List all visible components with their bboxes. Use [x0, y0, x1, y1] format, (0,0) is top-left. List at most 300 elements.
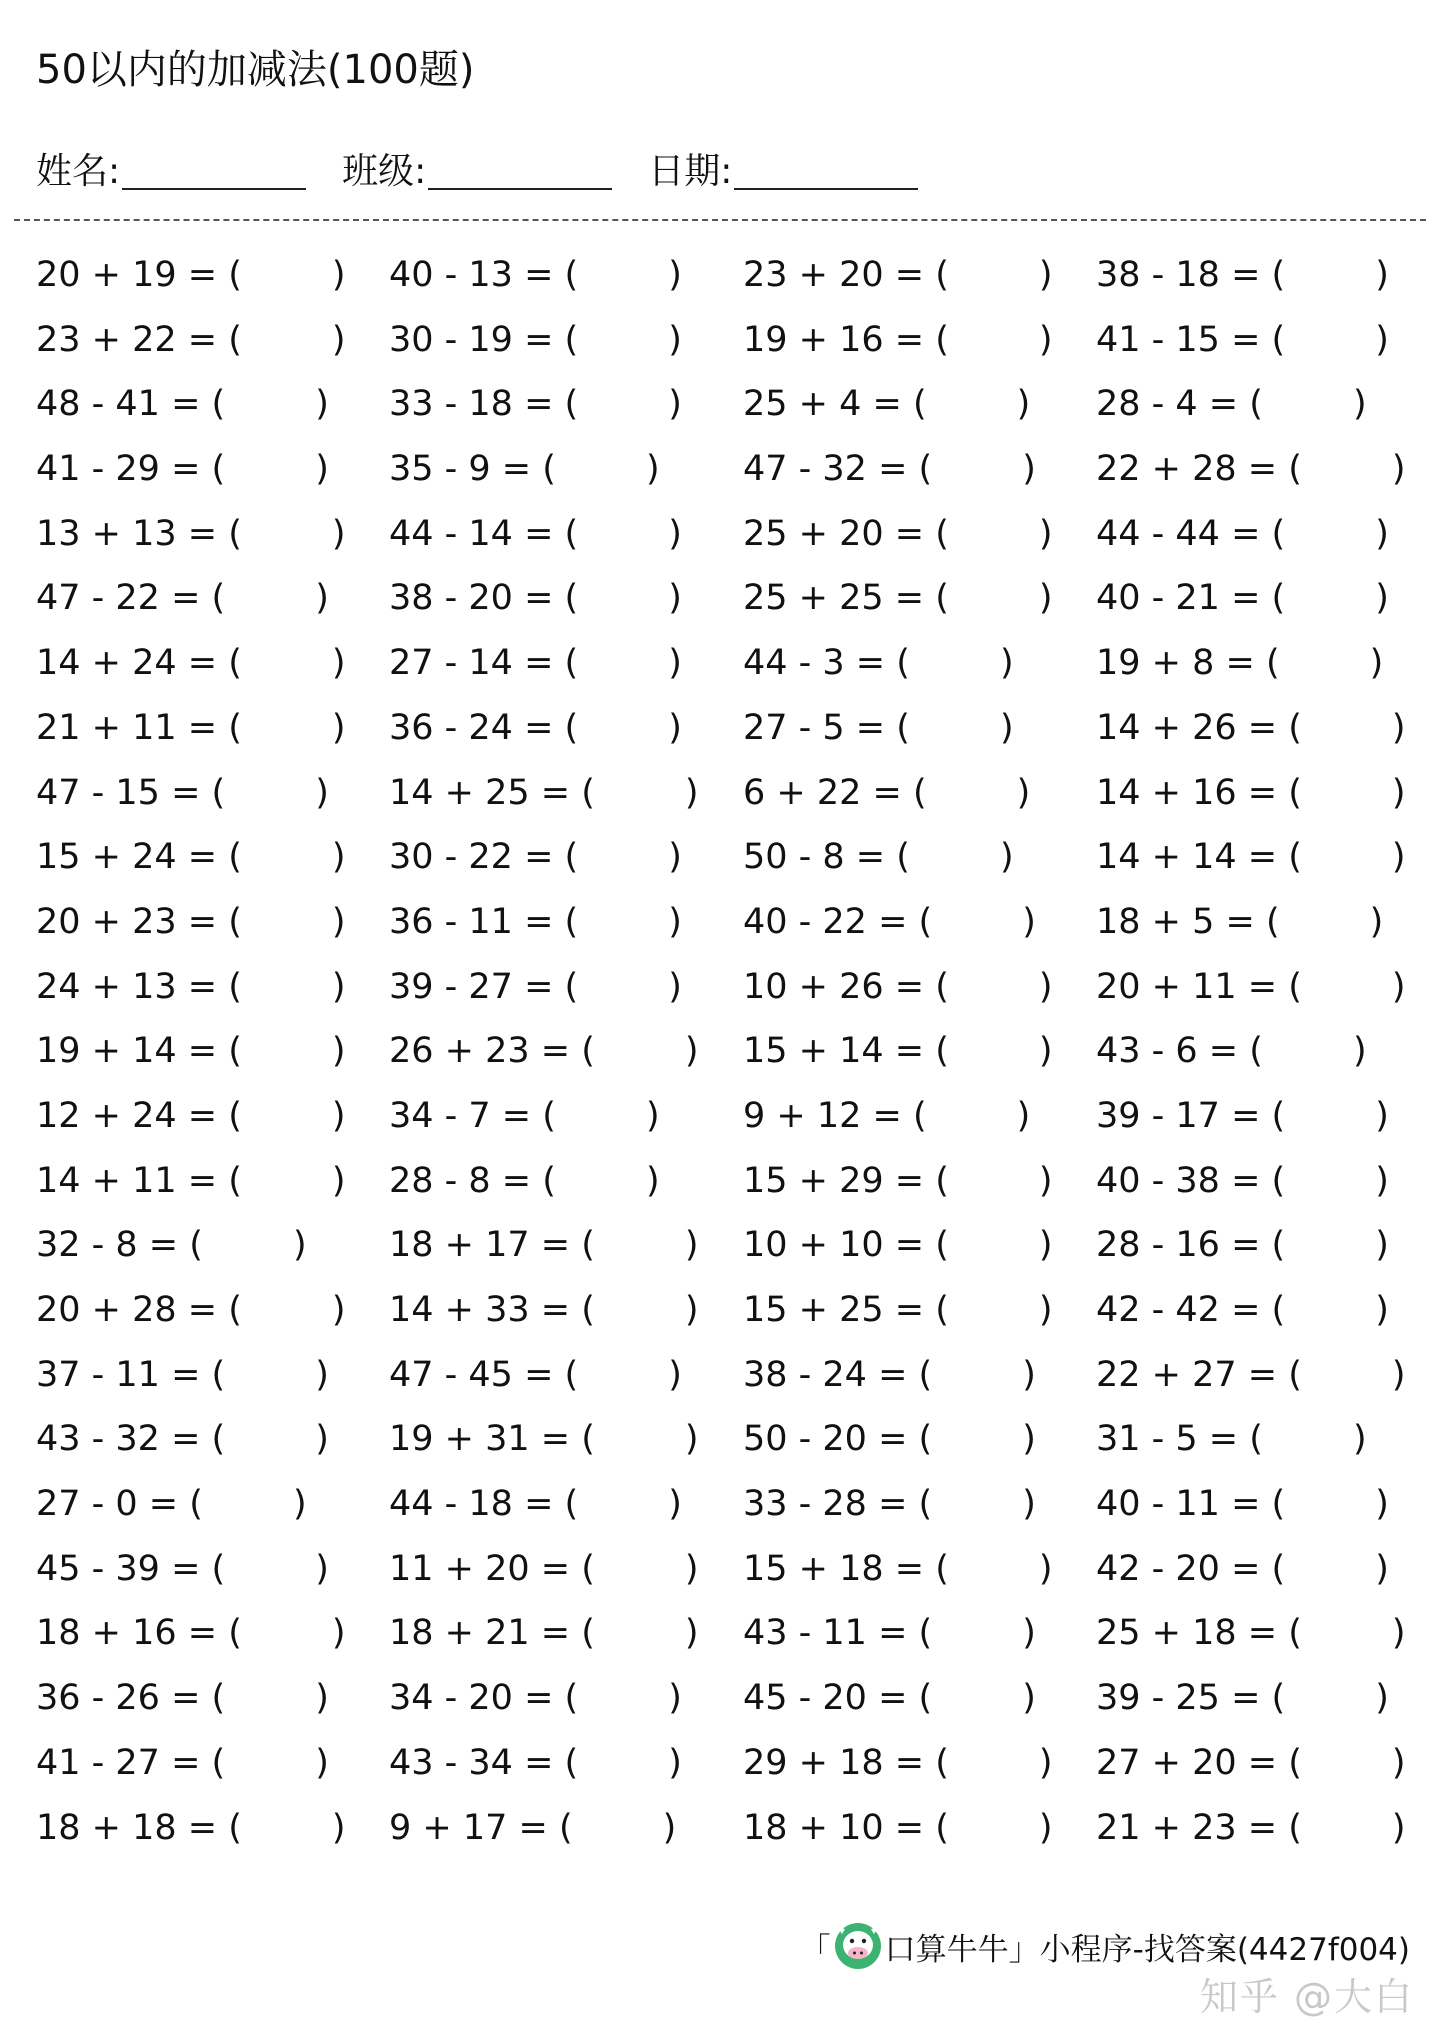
answer-open-paren: (	[935, 1290, 949, 1330]
answer-open-paren: (	[564, 707, 579, 748]
problem-item	[36, 1149, 346, 1214]
date-field[interactable]	[648, 148, 918, 196]
answer-open-paren: (	[228, 901, 242, 942]
answer-open-paren: (	[542, 449, 556, 490]
answer-close-paren: )	[1375, 1548, 1389, 1589]
problem-row	[36, 1601, 1426, 1666]
answer-open-paren: (	[564, 966, 579, 1007]
answer-open-paren: (	[581, 1419, 595, 1460]
problem-expression: 40 - 38 =	[1096, 1160, 1261, 1201]
problem-expression: 42 - 20 =	[1096, 1548, 1261, 1589]
problem-expression: 40 - 11 =	[1096, 1484, 1261, 1525]
problem-item	[1096, 502, 1389, 567]
problem-expression: 14 + 25 =	[389, 772, 571, 813]
worksheet-title: 50以内的加减法(100题)	[36, 47, 475, 93]
problem-expression: 42 - 42 =	[1096, 1290, 1261, 1330]
answer-close-paren: )	[1038, 1160, 1053, 1201]
problem-item	[36, 1278, 346, 1343]
problem-item	[36, 243, 346, 308]
problem-item	[389, 502, 682, 567]
answer-open-paren: (	[918, 1419, 933, 1460]
answer-close-paren: )	[1022, 1484, 1036, 1525]
problem-expression: 14 + 14 =	[1096, 837, 1278, 878]
problem-row	[36, 502, 1426, 567]
answer-close-paren: )	[315, 1548, 329, 1589]
problem-expression: 22 + 27 =	[1096, 1354, 1278, 1395]
problem-item	[743, 1601, 1036, 1666]
problem-item	[36, 437, 329, 502]
problem-item	[743, 308, 1053, 373]
problem-expression: 34 - 20 =	[389, 1678, 554, 1719]
answer-open-paren: (	[564, 643, 579, 684]
problem-expression: 39 - 25 =	[1096, 1678, 1261, 1719]
footer-text: 小程序-找答案(4427f004)	[1039, 1931, 1410, 1968]
problem-item	[36, 1084, 346, 1149]
answer-close-paren: )	[331, 513, 346, 554]
answer-open-paren: (	[581, 1031, 595, 1072]
problem-item	[1096, 1149, 1389, 1214]
answer-close-paren: )	[668, 707, 682, 748]
problem-item	[1096, 955, 1406, 1020]
problem-item	[36, 1601, 346, 1666]
problem-item	[1096, 1472, 1389, 1537]
problem-expression: 36 - 11 =	[389, 901, 554, 942]
problem-expression: 6 + 22 =	[743, 772, 902, 813]
problem-row	[36, 437, 1426, 502]
answer-open-paren: (	[1288, 1742, 1302, 1783]
problem-expression: 18 + 18 =	[36, 1807, 218, 1848]
answer-close-paren: )	[1352, 1419, 1367, 1460]
answer-open-paren: (	[935, 255, 949, 295]
problem-expression: 15 + 18 =	[743, 1548, 925, 1589]
problem-item	[36, 372, 329, 437]
answer-open-paren: (	[228, 319, 242, 360]
problem-item	[389, 1213, 699, 1278]
problem-item	[743, 243, 1053, 308]
answer-close-paren: )	[1038, 1031, 1053, 1072]
answer-open-paren: (	[211, 1419, 226, 1460]
problem-item	[389, 243, 682, 308]
problem-expression: 41 - 29 =	[36, 449, 201, 490]
problem-item	[743, 1537, 1053, 1602]
answer-open-paren: (	[912, 384, 927, 425]
problem-item	[36, 1731, 329, 1796]
problem-expression: 9 + 17 =	[389, 1807, 548, 1848]
problem-item	[36, 1537, 329, 1602]
answer-open-paren: (	[228, 1290, 242, 1330]
answer-open-paren: (	[1271, 1225, 1286, 1266]
answer-close-paren: )	[668, 1484, 682, 1525]
problem-expression: 30 - 22 =	[389, 837, 554, 878]
problem-row	[36, 1796, 1426, 1861]
problem-item	[1096, 631, 1383, 696]
answer-open-paren: (	[935, 513, 949, 554]
problem-item	[389, 890, 682, 955]
answer-close-paren: )	[331, 1160, 346, 1201]
problem-item	[389, 308, 682, 373]
answer-close-paren: )	[1391, 449, 1406, 490]
answer-open-paren: (	[542, 1095, 556, 1136]
answer-open-paren: (	[228, 643, 242, 684]
answer-close-paren: )	[292, 1225, 307, 1266]
answer-open-paren: (	[1288, 1807, 1302, 1848]
problem-item	[36, 761, 329, 826]
problem-item	[1096, 1731, 1406, 1796]
problem-item	[743, 1149, 1053, 1214]
answer-open-paren: (	[581, 1548, 595, 1589]
answer-close-paren: )	[1391, 1807, 1406, 1848]
problem-item	[743, 696, 1014, 761]
problem-item	[36, 696, 346, 761]
problem-item	[1096, 1084, 1389, 1149]
answer-close-paren: )	[999, 707, 1014, 748]
problem-expression: 39 - 17 =	[1096, 1095, 1261, 1136]
problem-item	[389, 1666, 682, 1731]
answer-open-paren: (	[918, 1484, 933, 1525]
answer-close-paren: )	[1375, 1095, 1389, 1136]
answer-open-paren: (	[935, 1548, 949, 1589]
zhihu-watermark: 知乎 @大白	[1199, 1975, 1414, 2019]
problem-item	[1096, 1407, 1367, 1472]
answer-close-paren: )	[1391, 772, 1406, 813]
problem-item	[389, 1731, 682, 1796]
problem-expression: 45 - 39 =	[36, 1548, 201, 1589]
problem-expression: 18 + 21 =	[389, 1613, 571, 1654]
answer-close-paren: )	[1375, 1484, 1389, 1525]
problem-expression: 12 + 24 =	[36, 1095, 218, 1136]
problem-item	[36, 308, 346, 373]
problem-item	[389, 1537, 699, 1602]
answer-close-paren: )	[668, 1742, 682, 1783]
answer-open-paren: (	[1271, 1484, 1286, 1525]
answer-open-paren: (	[1288, 707, 1302, 748]
problem-row	[36, 1084, 1426, 1149]
answer-close-paren: )	[1391, 837, 1406, 878]
name-label: 姓名:	[36, 151, 121, 192]
problem-expression: 14 + 24 =	[36, 643, 218, 684]
answer-close-paren: )	[1022, 901, 1036, 942]
problem-row	[36, 890, 1426, 955]
answer-open-paren: (	[1271, 1290, 1286, 1330]
answer-open-paren: (	[211, 1678, 226, 1719]
answer-close-paren: )	[1038, 1548, 1053, 1589]
answer-close-paren: )	[684, 1613, 699, 1654]
problem-item	[36, 825, 346, 890]
problem-item	[743, 1343, 1036, 1408]
answer-close-paren: )	[684, 1225, 699, 1266]
problem-item	[389, 955, 682, 1020]
answer-close-paren: )	[331, 643, 346, 684]
answer-close-paren: )	[1375, 1678, 1389, 1719]
answer-close-paren: )	[684, 1419, 699, 1460]
problem-expression: 10 + 26 =	[743, 966, 925, 1007]
problem-expression: 28 - 8 =	[389, 1160, 532, 1201]
answer-close-paren: )	[331, 1095, 346, 1136]
problem-item	[389, 825, 682, 890]
answer-close-paren: )	[315, 772, 329, 813]
answer-close-paren: )	[331, 1613, 346, 1654]
answer-open-paren: (	[1288, 449, 1302, 490]
answer-open-paren: (	[564, 513, 579, 554]
answer-open-paren: (	[918, 901, 933, 942]
answer-open-paren: (	[935, 1225, 949, 1266]
problem-item	[36, 1666, 329, 1731]
problem-expression: 19 + 31 =	[389, 1419, 571, 1460]
problem-expression: 20 + 19 =	[36, 255, 218, 295]
date-blank-line[interactable]	[734, 148, 918, 190]
problem-item	[36, 1407, 329, 1472]
problem-item	[1096, 1537, 1389, 1602]
problem-item	[1096, 1666, 1389, 1731]
answer-open-paren: (	[228, 255, 242, 295]
problem-item	[743, 1796, 1053, 1861]
answer-close-paren: )	[1375, 319, 1389, 360]
problem-item	[389, 1019, 699, 1084]
problem-item	[389, 1343, 682, 1408]
problem-item	[1096, 243, 1389, 308]
problem-item	[389, 1149, 660, 1214]
problem-item	[36, 1213, 307, 1278]
answer-open-paren: (	[564, 319, 579, 360]
answer-open-paren: (	[935, 1742, 949, 1783]
answer-close-paren: )	[1375, 1225, 1389, 1266]
problem-item	[36, 1796, 346, 1861]
problem-expression: 19 + 14 =	[36, 1031, 218, 1072]
name-field[interactable]	[36, 148, 306, 196]
answer-open-paren: (	[211, 384, 226, 425]
answer-close-paren: )	[1391, 966, 1406, 1007]
answer-open-paren: (	[211, 1548, 226, 1589]
answer-close-paren: )	[999, 643, 1014, 684]
answer-close-paren: )	[1391, 707, 1406, 748]
problem-row	[36, 1149, 1426, 1214]
answer-close-paren: )	[315, 1678, 329, 1719]
answer-open-paren: (	[189, 1225, 203, 1266]
problem-expression: 21 + 23 =	[1096, 1807, 1278, 1848]
answer-open-paren: (	[1265, 901, 1280, 942]
problem-item	[389, 1407, 699, 1472]
answer-open-paren: (	[211, 1354, 226, 1395]
problem-expression: 50 - 8 =	[743, 837, 886, 878]
problem-row	[36, 1343, 1426, 1408]
name-blank-line[interactable]	[122, 148, 306, 190]
problem-expression: 50 - 20 =	[743, 1419, 908, 1460]
answer-close-paren: )	[1022, 1419, 1036, 1460]
answer-open-paren: (	[211, 449, 226, 490]
answer-close-paren: )	[1375, 513, 1389, 554]
answer-open-paren: (	[228, 837, 242, 878]
answer-close-paren: )	[331, 837, 346, 878]
problem-item	[1096, 566, 1389, 631]
answer-close-paren: )	[331, 707, 346, 748]
answer-close-paren: )	[1038, 1742, 1053, 1783]
problem-expression: 40 - 13 =	[389, 255, 554, 295]
answer-close-paren: )	[645, 449, 660, 490]
problem-expression: 38 - 20 =	[389, 578, 554, 619]
answer-open-paren: (	[1271, 1095, 1286, 1136]
problem-expression: 44 - 44 =	[1096, 513, 1261, 554]
answer-close-paren: )	[1022, 1678, 1036, 1719]
answer-open-paren: (	[228, 707, 242, 748]
problem-expression: 36 - 24 =	[389, 707, 554, 748]
answer-open-paren: (	[564, 1354, 579, 1395]
answer-open-paren: (	[564, 1484, 579, 1525]
answer-open-paren: (	[912, 772, 927, 813]
answer-close-paren: )	[1038, 578, 1053, 619]
answer-close-paren: )	[1038, 513, 1053, 554]
problem-expression: 20 + 28 =	[36, 1290, 218, 1330]
answer-close-paren: )	[331, 966, 346, 1007]
problem-item	[389, 1472, 682, 1537]
answer-close-paren: )	[1022, 1354, 1036, 1395]
answer-open-paren: (	[1271, 319, 1286, 360]
problem-item	[743, 372, 1030, 437]
answer-open-paren: (	[918, 1354, 933, 1395]
problem-expression: 43 - 11 =	[743, 1613, 908, 1654]
answer-open-paren: (	[564, 255, 579, 295]
problem-item	[36, 1343, 329, 1408]
answer-open-paren: (	[211, 578, 226, 619]
problem-row	[36, 1213, 1426, 1278]
problem-expression: 33 - 18 =	[389, 384, 554, 425]
problem-expression: 18 + 17 =	[389, 1225, 571, 1266]
cow-face-icon	[833, 1921, 883, 1971]
answer-open-paren: (	[935, 966, 949, 1007]
problem-expression: 40 - 22 =	[743, 901, 908, 942]
problem-expression: 26 + 23 =	[389, 1031, 571, 1072]
problem-item	[1096, 1601, 1406, 1666]
answer-close-paren: )	[668, 255, 682, 295]
problem-row	[36, 955, 1426, 1020]
answer-open-paren: (	[211, 772, 226, 813]
answer-close-paren: )	[1375, 1160, 1389, 1201]
problem-item	[36, 631, 346, 696]
problem-expression: 10 + 10 =	[743, 1225, 925, 1266]
problem-item	[1096, 308, 1389, 373]
dashed-divider	[14, 219, 1426, 221]
problem-item	[743, 955, 1053, 1020]
class-label: 班级:	[342, 151, 427, 192]
problem-item	[36, 890, 346, 955]
answer-close-paren: )	[1369, 901, 1384, 942]
answer-close-paren: )	[668, 1678, 682, 1719]
problem-expression: 37 - 11 =	[36, 1354, 201, 1395]
problem-row	[36, 372, 1426, 437]
answer-close-paren: )	[1375, 578, 1389, 619]
answer-close-paren: )	[668, 966, 682, 1007]
problem-expression: 15 + 29 =	[743, 1160, 925, 1201]
answer-close-paren: )	[1038, 1807, 1053, 1848]
answer-close-paren: )	[315, 578, 329, 619]
problem-item	[743, 1278, 1053, 1343]
answer-close-paren: )	[668, 643, 682, 684]
problem-expression: 14 + 33 =	[389, 1290, 571, 1330]
answer-open-paren: (	[581, 1613, 595, 1654]
problem-expression: 15 + 24 =	[36, 837, 218, 878]
problem-expression: 39 - 27 =	[389, 966, 554, 1007]
answer-open-paren: (	[1271, 1548, 1286, 1589]
answer-open-paren: (	[228, 1031, 242, 1072]
answer-close-paren: )	[1038, 966, 1053, 1007]
answer-close-paren: )	[1038, 1290, 1053, 1330]
problem-expression: 47 - 15 =	[36, 772, 201, 813]
answer-open-paren: (	[564, 901, 579, 942]
answer-close-paren: )	[999, 837, 1014, 878]
footer-open-bracket: 「	[799, 1931, 831, 1968]
problem-expression: 14 + 26 =	[1096, 707, 1278, 748]
answer-close-paren: )	[1391, 1613, 1406, 1654]
answer-close-paren: )	[668, 837, 682, 878]
answer-close-paren: )	[684, 1548, 699, 1589]
problem-expression: 14 + 16 =	[1096, 772, 1278, 813]
problem-row	[36, 1019, 1426, 1084]
problem-expression: 32 - 8 =	[36, 1225, 179, 1266]
answer-open-paren: (	[228, 966, 242, 1007]
problem-expression: 47 - 45 =	[389, 1354, 554, 1395]
problem-item	[743, 1407, 1036, 1472]
answer-close-paren: )	[331, 1807, 346, 1848]
problem-item	[1096, 825, 1406, 890]
answer-close-paren: )	[684, 1290, 699, 1330]
answer-close-paren: )	[1375, 1290, 1389, 1330]
problem-expression: 14 + 11 =	[36, 1160, 218, 1201]
answer-close-paren: )	[315, 449, 329, 490]
answer-open-paren: (	[896, 643, 910, 684]
problem-item	[743, 1472, 1036, 1537]
problem-expression: 43 - 32 =	[36, 1419, 201, 1460]
problem-item	[389, 1796, 676, 1861]
problem-expression: 41 - 27 =	[36, 1742, 201, 1783]
problem-item	[389, 1278, 699, 1343]
problem-item	[743, 1731, 1053, 1796]
answer-close-paren: )	[1352, 384, 1367, 425]
answer-open-paren: (	[1271, 1678, 1286, 1719]
problem-expression: 21 + 11 =	[36, 707, 218, 748]
class-field[interactable]	[342, 148, 612, 196]
problem-expression: 28 - 16 =	[1096, 1225, 1261, 1266]
student-info-row	[36, 140, 954, 196]
answer-close-paren: )	[331, 1031, 346, 1072]
problem-expression: 20 + 11 =	[1096, 966, 1278, 1007]
problem-expression: 20 + 23 =	[36, 901, 218, 942]
problem-expression: 23 + 22 =	[36, 319, 218, 360]
problem-row	[36, 761, 1426, 826]
answer-open-paren: (	[228, 1095, 242, 1136]
answer-close-paren: )	[315, 1354, 329, 1395]
problem-expression: 25 + 18 =	[1096, 1613, 1278, 1654]
answer-close-paren: )	[331, 1290, 346, 1330]
class-blank-line[interactable]	[428, 148, 612, 190]
problem-expression: 9 + 12 =	[743, 1095, 902, 1136]
answer-open-paren: (	[564, 837, 579, 878]
answer-close-paren: )	[331, 319, 346, 360]
problem-expression: 43 - 6 =	[1096, 1031, 1239, 1072]
answer-open-paren: (	[935, 1807, 949, 1848]
problem-expression: 27 - 5 =	[743, 707, 886, 748]
problem-item	[743, 1213, 1053, 1278]
answer-open-paren: (	[228, 1160, 242, 1201]
answer-open-paren: (	[581, 772, 595, 813]
problem-item	[36, 1472, 307, 1537]
problem-item	[1096, 890, 1383, 955]
problem-expression: 27 + 20 =	[1096, 1742, 1278, 1783]
answer-close-paren: )	[1022, 1613, 1036, 1654]
problem-expression: 38 - 18 =	[1096, 255, 1261, 295]
answer-close-paren: )	[1352, 1031, 1367, 1072]
problem-item	[743, 502, 1053, 567]
answer-open-paren: (	[581, 1290, 595, 1330]
problem-expression: 27 - 14 =	[389, 643, 554, 684]
